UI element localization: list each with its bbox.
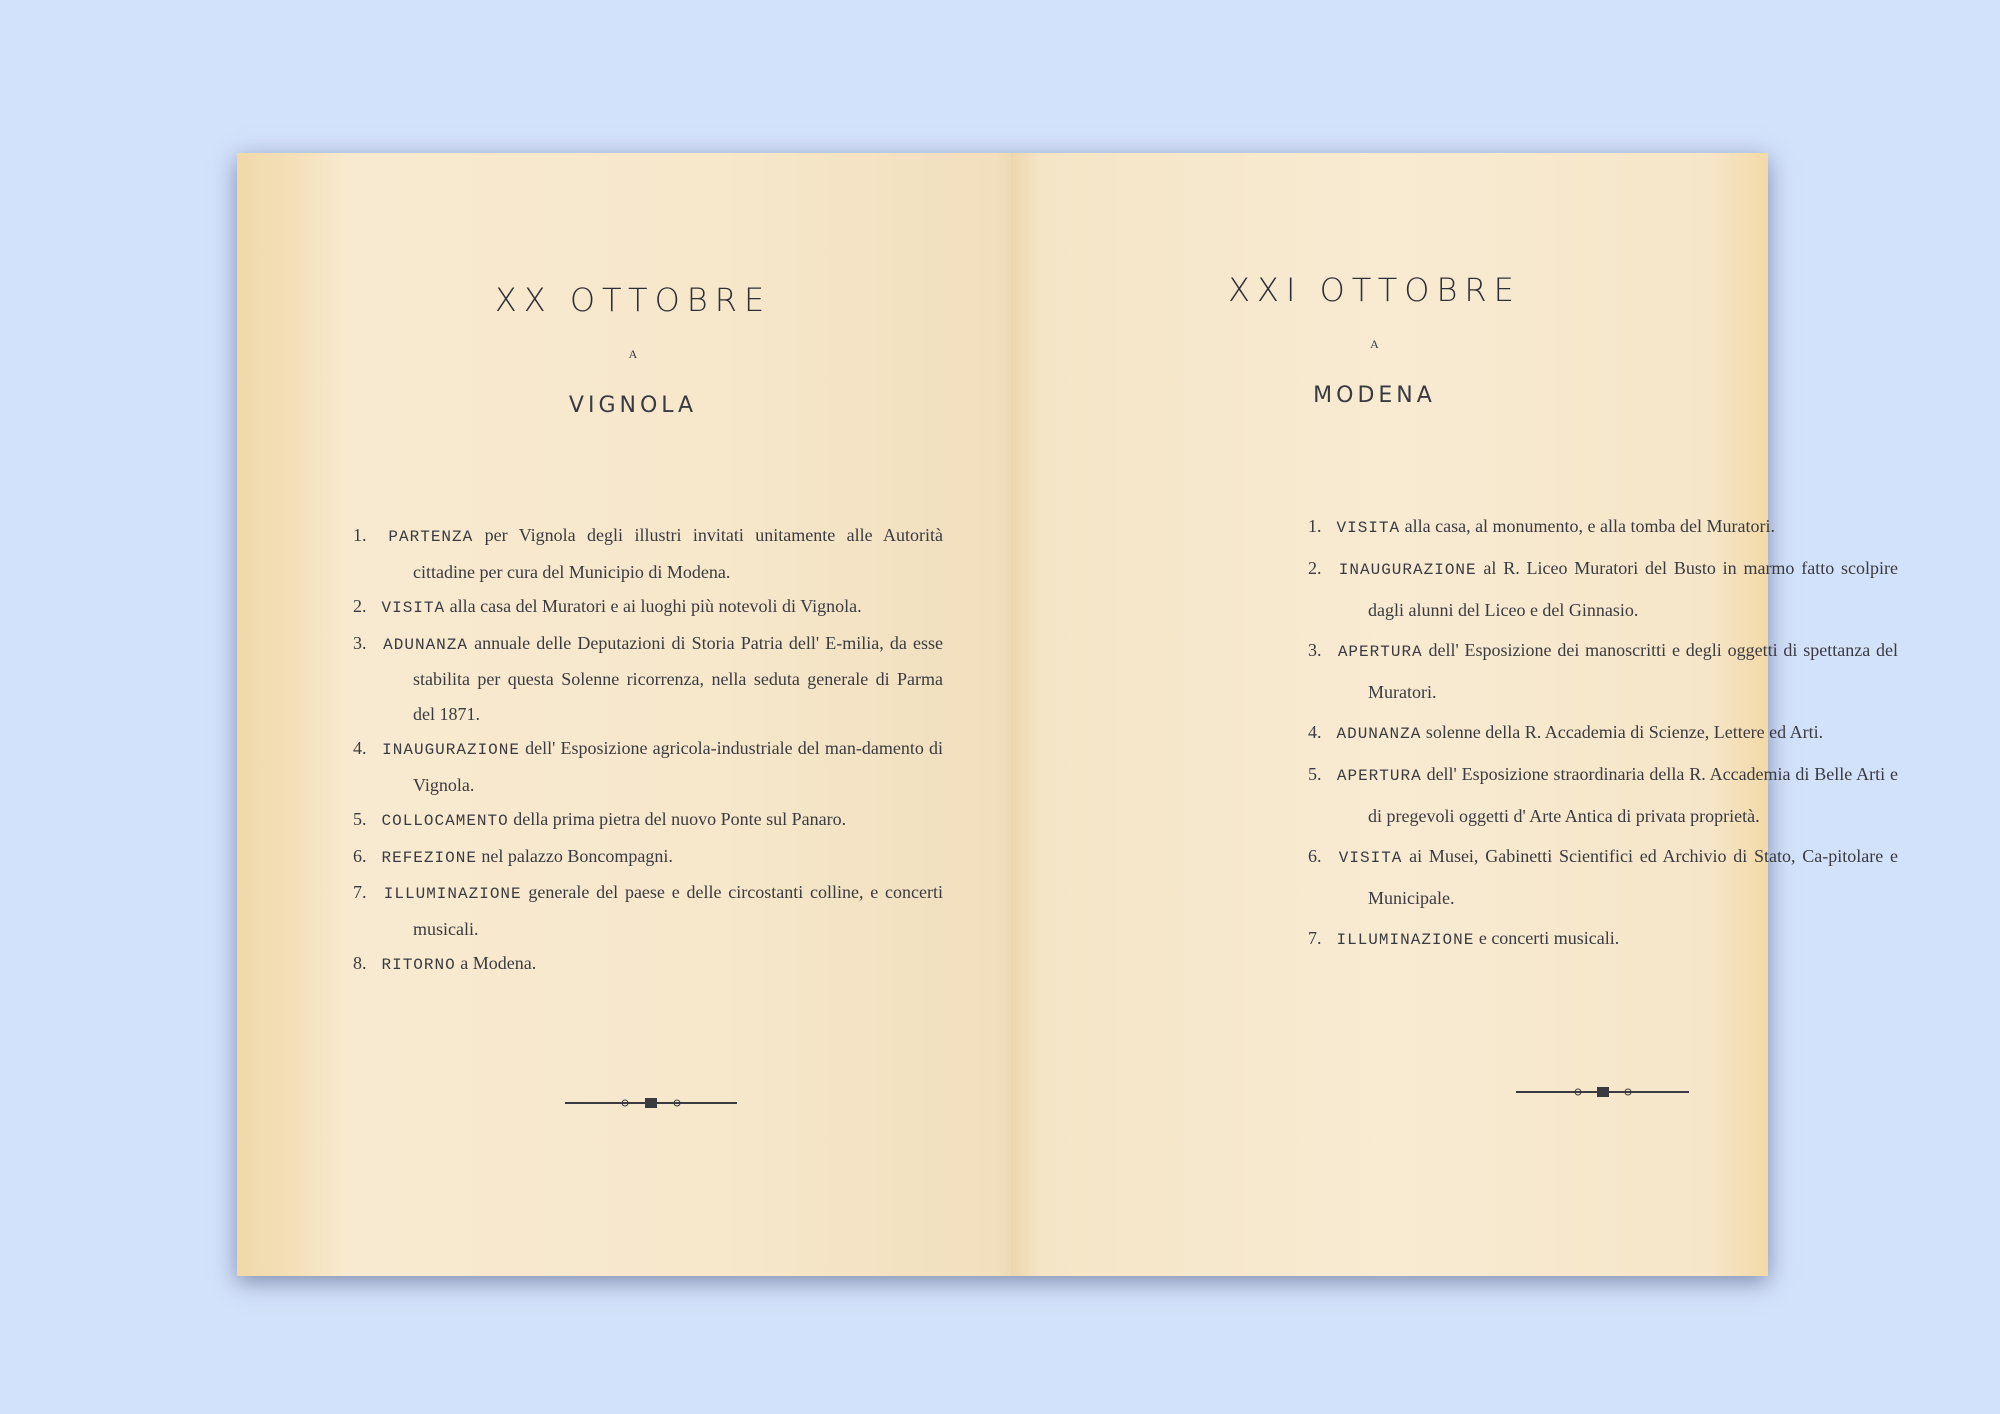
place-title: MODENA	[1313, 383, 1436, 408]
date-title: XXI OTTOBRE	[1228, 271, 1521, 309]
preposition: A	[628, 347, 638, 361]
ornament-divider	[565, 1097, 737, 1109]
list-item: 3. APERTURA dell' Esposizione dei manoscritti e degli oggetti di spettanza del Muratori.	[1308, 640, 1899, 702]
right-page	[1011, 153, 1899, 1276]
list-item: 2. VISITA alla casa del Muratori e ai luoghi più notevoli di Vignola.	[353, 596, 862, 617]
booklet	[237, 153, 1899, 1276]
left-page	[237, 153, 1029, 1276]
list-item: 6. VISITA ai Musei, Gabinetti Scientifici ed Archivio di Stato, Ca-pitolare e Municipale.	[1308, 846, 1899, 908]
place-title: VIGNOLA	[568, 393, 698, 418]
program-list	[353, 518, 943, 983]
date-title: XX OTTOBRE	[494, 281, 772, 319]
list-item: 7. ILLUMINAZIONE generale del paese e delle circostanti colline, e concerti musicali.	[353, 882, 944, 939]
list-item: 6. REFEZIONE nel palazzo Boncompagni.	[353, 845, 673, 867]
list-item: 5. COLLOCAMENTO della prima pietra del nuovo Ponte sul Panaro.	[353, 809, 847, 830]
preposition: A	[1370, 337, 1379, 351]
list-item: 4. INAUGURAZIONE dell' Esposizione agricola-industriale del man-damento di Vignola.	[353, 738, 944, 795]
list-item: 3. ADUNANZA annuale delle Deputazioni di Storia Patria dell' E-milia, da esse stabilita per questa Solenne ricorrenza, nella seduta generale di Parma del 1871.	[353, 632, 944, 724]
list-item: 8. RITORNO a Modena.	[353, 953, 537, 974]
list-item: 7. ILLUMINAZIONE e concerti musicali.	[1308, 928, 1620, 949]
program-list	[1308, 506, 1898, 960]
list-item: 4. ADUNANZA solenne della R. Accademia di Scienze, Lettere ed Arti.	[1308, 722, 1824, 743]
list-item: 1. VISITA alla casa, al monumento, e alla tomba del Muratori.	[1308, 516, 1775, 537]
list-item: 1. PARTENZA per Vignola degli illustri invitati unitamente alle Autorità cittadine per cura del Municipio di Modena.	[353, 525, 944, 582]
list-item: 2. INAUGURAZIONE al R. Liceo Muratori del Busto in marmo fatto scolpire dagli alunni del Liceo e del Ginnasio.	[1308, 558, 1898, 620]
ornament-divider	[1516, 1086, 1689, 1098]
list-item: 5. APERTURA dell' Esposizione straordinaria della R. Accademia di Belle Arti e di pregevoli oggetti d' Arte Antica di privata proprietà.	[1308, 764, 1898, 826]
